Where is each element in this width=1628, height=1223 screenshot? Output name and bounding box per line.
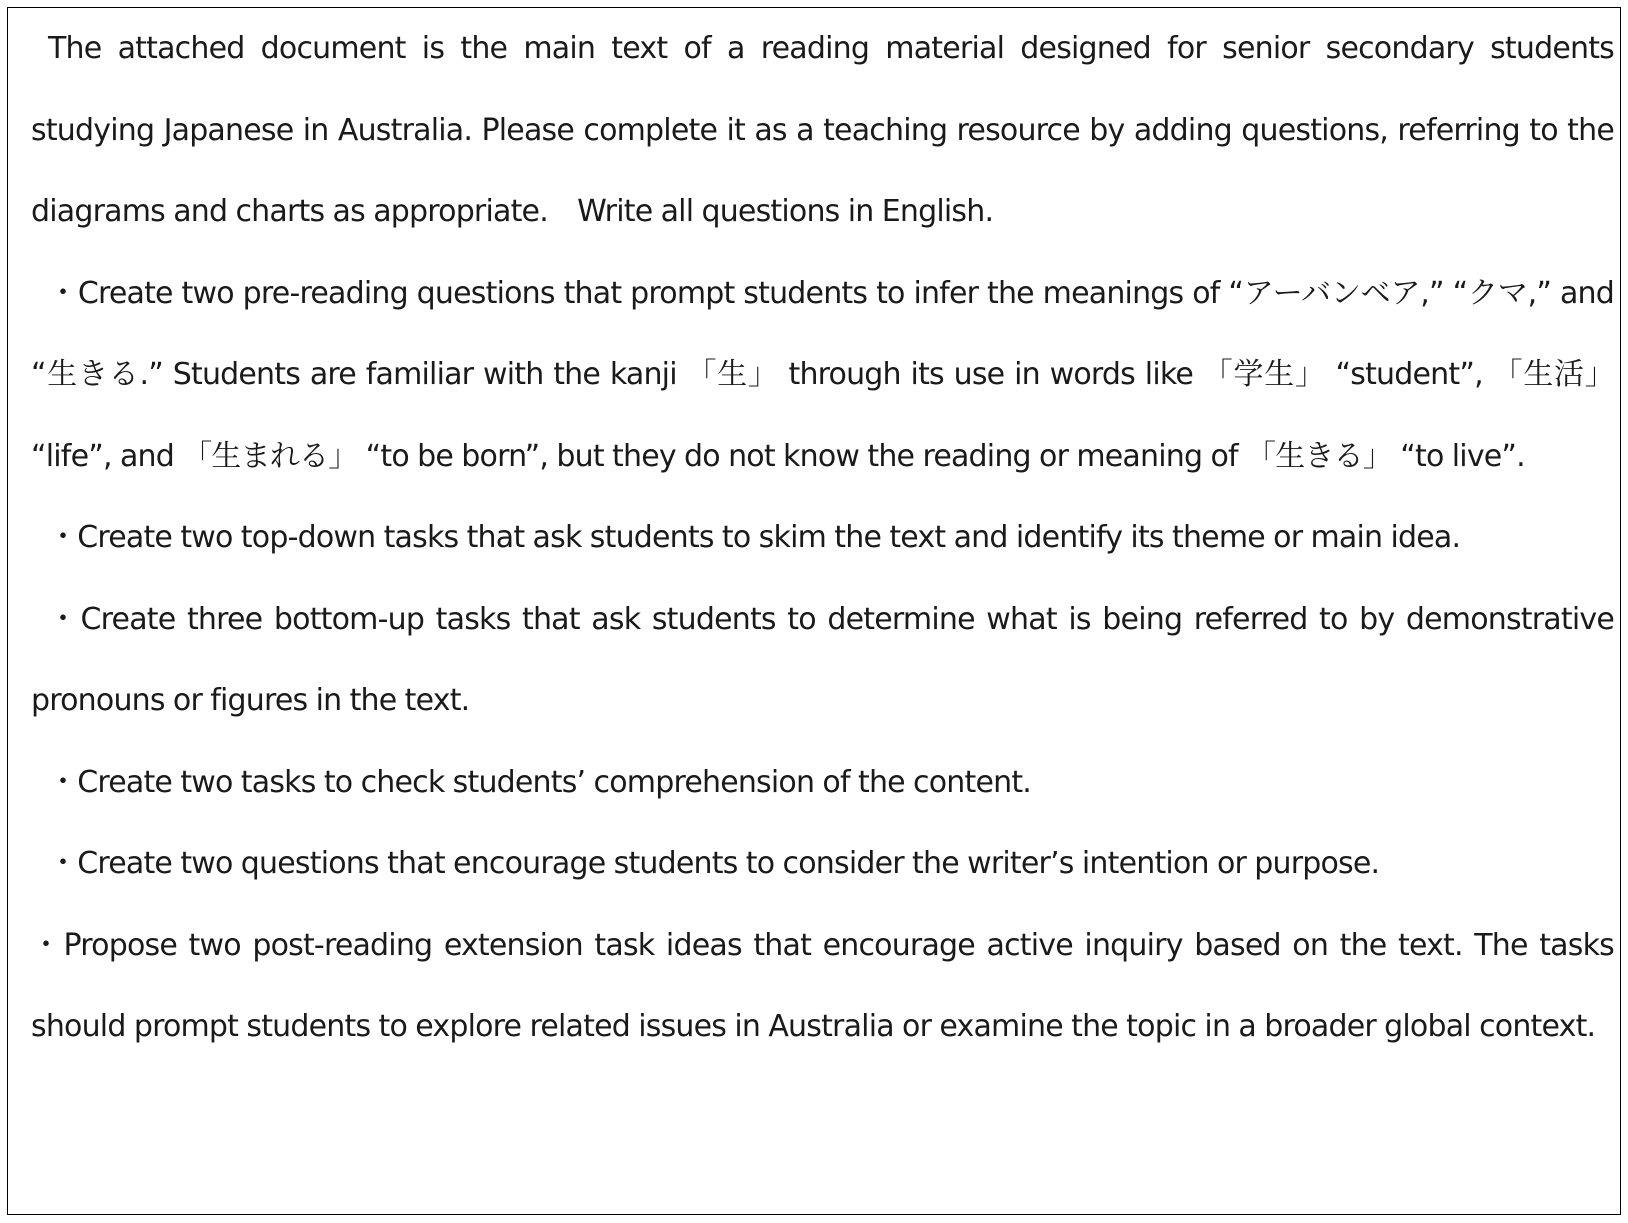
- task-bottom-up: ・Create three bottom-up tasks that ask students to determine what is being referred to by demonstrative pronouns or figures in the text.: [31, 601, 1614, 718]
- task-post-reading: ・Propose two post-reading extension task ideas that encourage active inquiry based on the text. The tasks should prompt students to explore related issues in Australia or examine the topic in a broader global context.: [31, 927, 1614, 1044]
- instruction-box: [7, 7, 1621, 1215]
- task-writer-intention: ・Create two questions that encourage students to consider the writer’s intention or purpose.: [48, 846, 1380, 881]
- task-comprehension: ・Create two tasks to check students’ comprehension of the content.: [48, 764, 1032, 800]
- intro-paragraph: The attached document is the main text of a reading material designed for senior secondary students studying Japanese in Australia. Please complete it as a teaching resource by adding questions, referring to the diagrams and charts as appropriate. Write all questions in English.: [31, 31, 1614, 229]
- task-pre-reading: ・Create two pre-reading questions that prompt students to infer the meanings of “アーバンベア,” “クマ,” and “生きる.” Students are familiar with the kanji 「生」 through its use in words like 「学生」 “student”, 「生活」 “life”, and 「生まれる」 “to be born”, but they do not know the reading or meaning of 「生きる」 “to live”.: [31, 275, 1614, 474]
- task-top-down: ・Create two top-down tasks that ask students to skim the text and identify its theme or main idea.: [48, 520, 1461, 555]
- instruction-text: [31, 8, 1614, 1068]
